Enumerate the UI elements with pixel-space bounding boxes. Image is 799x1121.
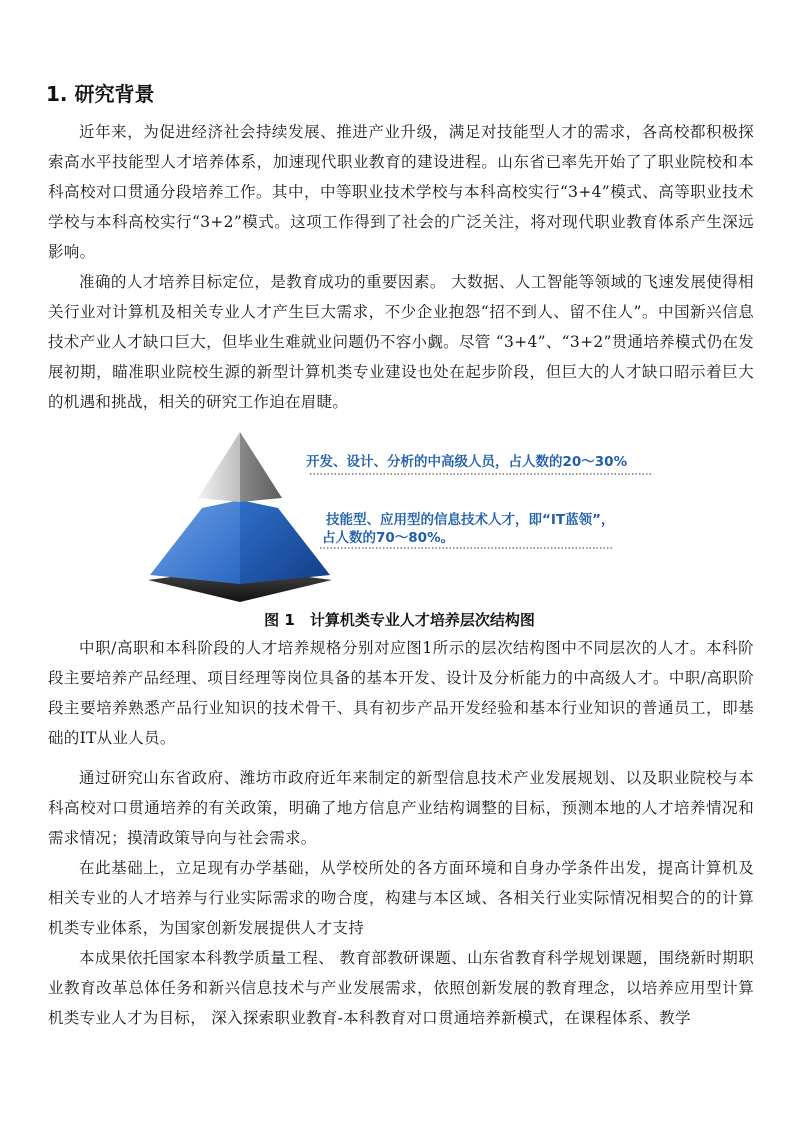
pyramid-bottom-tier-right bbox=[240, 500, 330, 584]
figure-caption: 图 1 计算机类专业人才培养层次结构图 bbox=[264, 611, 535, 629]
paragraph-6: 本成果依托国家本科教学质量工程、 教育部教研课题、山东省教育科学规划课题，围绕新时期职业教育改革总体任务和新兴信息技术与产业发展需求，依照创新发展的教育理念，以培养应用型计算机类专业人才为目标， 深入探索职业教育-本科教育对口贯通培养新模式，在课程体系、教学 bbox=[48, 949, 754, 1027]
bottom-tier-label-line1: 技能型、应用型的信息技术人才，即“IT蓝领”， bbox=[326, 512, 615, 528]
top-tier-label: 开发、设计、分析的中高级人员，占人数的20～30% bbox=[306, 454, 628, 470]
paragraph-4: 通过研究山东省政府、潍坊市政府近年来制定的新型信息技术产业发展规划、以及职业院校与本科高校对口贯通培养的有关政策，明确了地方信息产业结构调整的目标，预测本地的人才培养情况和需求情况；摸清政策导向与社会需求。 bbox=[48, 769, 754, 847]
pyramid-top-tier-left bbox=[198, 432, 240, 502]
paragraph-2: 准确的人才培养目标定位，是教育成功的重要因素。 大数据、人工智能等领域的飞速发展使得相关行业对计算机及相关专业人才产生巨大需求，不少企业抱怨“招不到人、留不住人”。中国新兴信息技术产业人才缺口巨大，但毕业生难就业问题仍不容小觑。尽管 “3+4”、“3+2”贯通培养模式仍在发展初期，瞄准职业院校生源的新型计算机类专业建设也处在起步阶段，但巨大的人才缺口昭示着巨大的机遇和挑战，相关的研究工作迫在眉睫。 bbox=[48, 273, 754, 411]
paragraph-3: 中职/高职和本科阶段的人才培养规格分别对应图1所示的层次结构图中不同层次的人才。本科阶段主要培养产品经理、项目经理等岗位具备的基本开发、设计及分析能力的中高级人才。中职/高职阶段主要培养熟悉产品行业知识的技术骨干、具有初步产品开发经验和基本行业知识的普通员工，即基础的IT从业人员。 bbox=[48, 639, 754, 747]
pyramid-top-tier-right bbox=[240, 432, 282, 502]
paragraph-1: 近年来，为促进经济社会持续发展、推进产业升级，满足对技能型人才的需求，各高校都积极探索高水平技能型人才培养体系，加速现代职业教育的建设进程。山东省已率先开始了了职业院校和本科高校对口贯通分段培养工作。其中，中等职业技术学校与本科高校实行“3+4”模式、高等职业技术学校与本科高校实行“3+2”模式。这项工作得到了社会的广泛关注，将对现代职业教育体系产生深远影响。 bbox=[48, 123, 754, 261]
talent-pyramid-figure bbox=[140, 430, 670, 608]
paragraph-5: 在此基础上，立足现有办学基础，从学校所处的各方面环境和自身办学条件出发，提高计算机及相关专业的人才培养与行业实际需求的吻合度，构建与本区域、各相关行业实际情况相契合的的计算机类专业体系，为国家创新发展提供人才支持 bbox=[48, 859, 754, 937]
section-heading: 1. 研究背景 bbox=[46, 82, 155, 106]
bottom-tier-label-line2: 占人数的70～80%。 bbox=[322, 530, 455, 546]
pyramid-bottom-tier-left bbox=[150, 500, 240, 584]
